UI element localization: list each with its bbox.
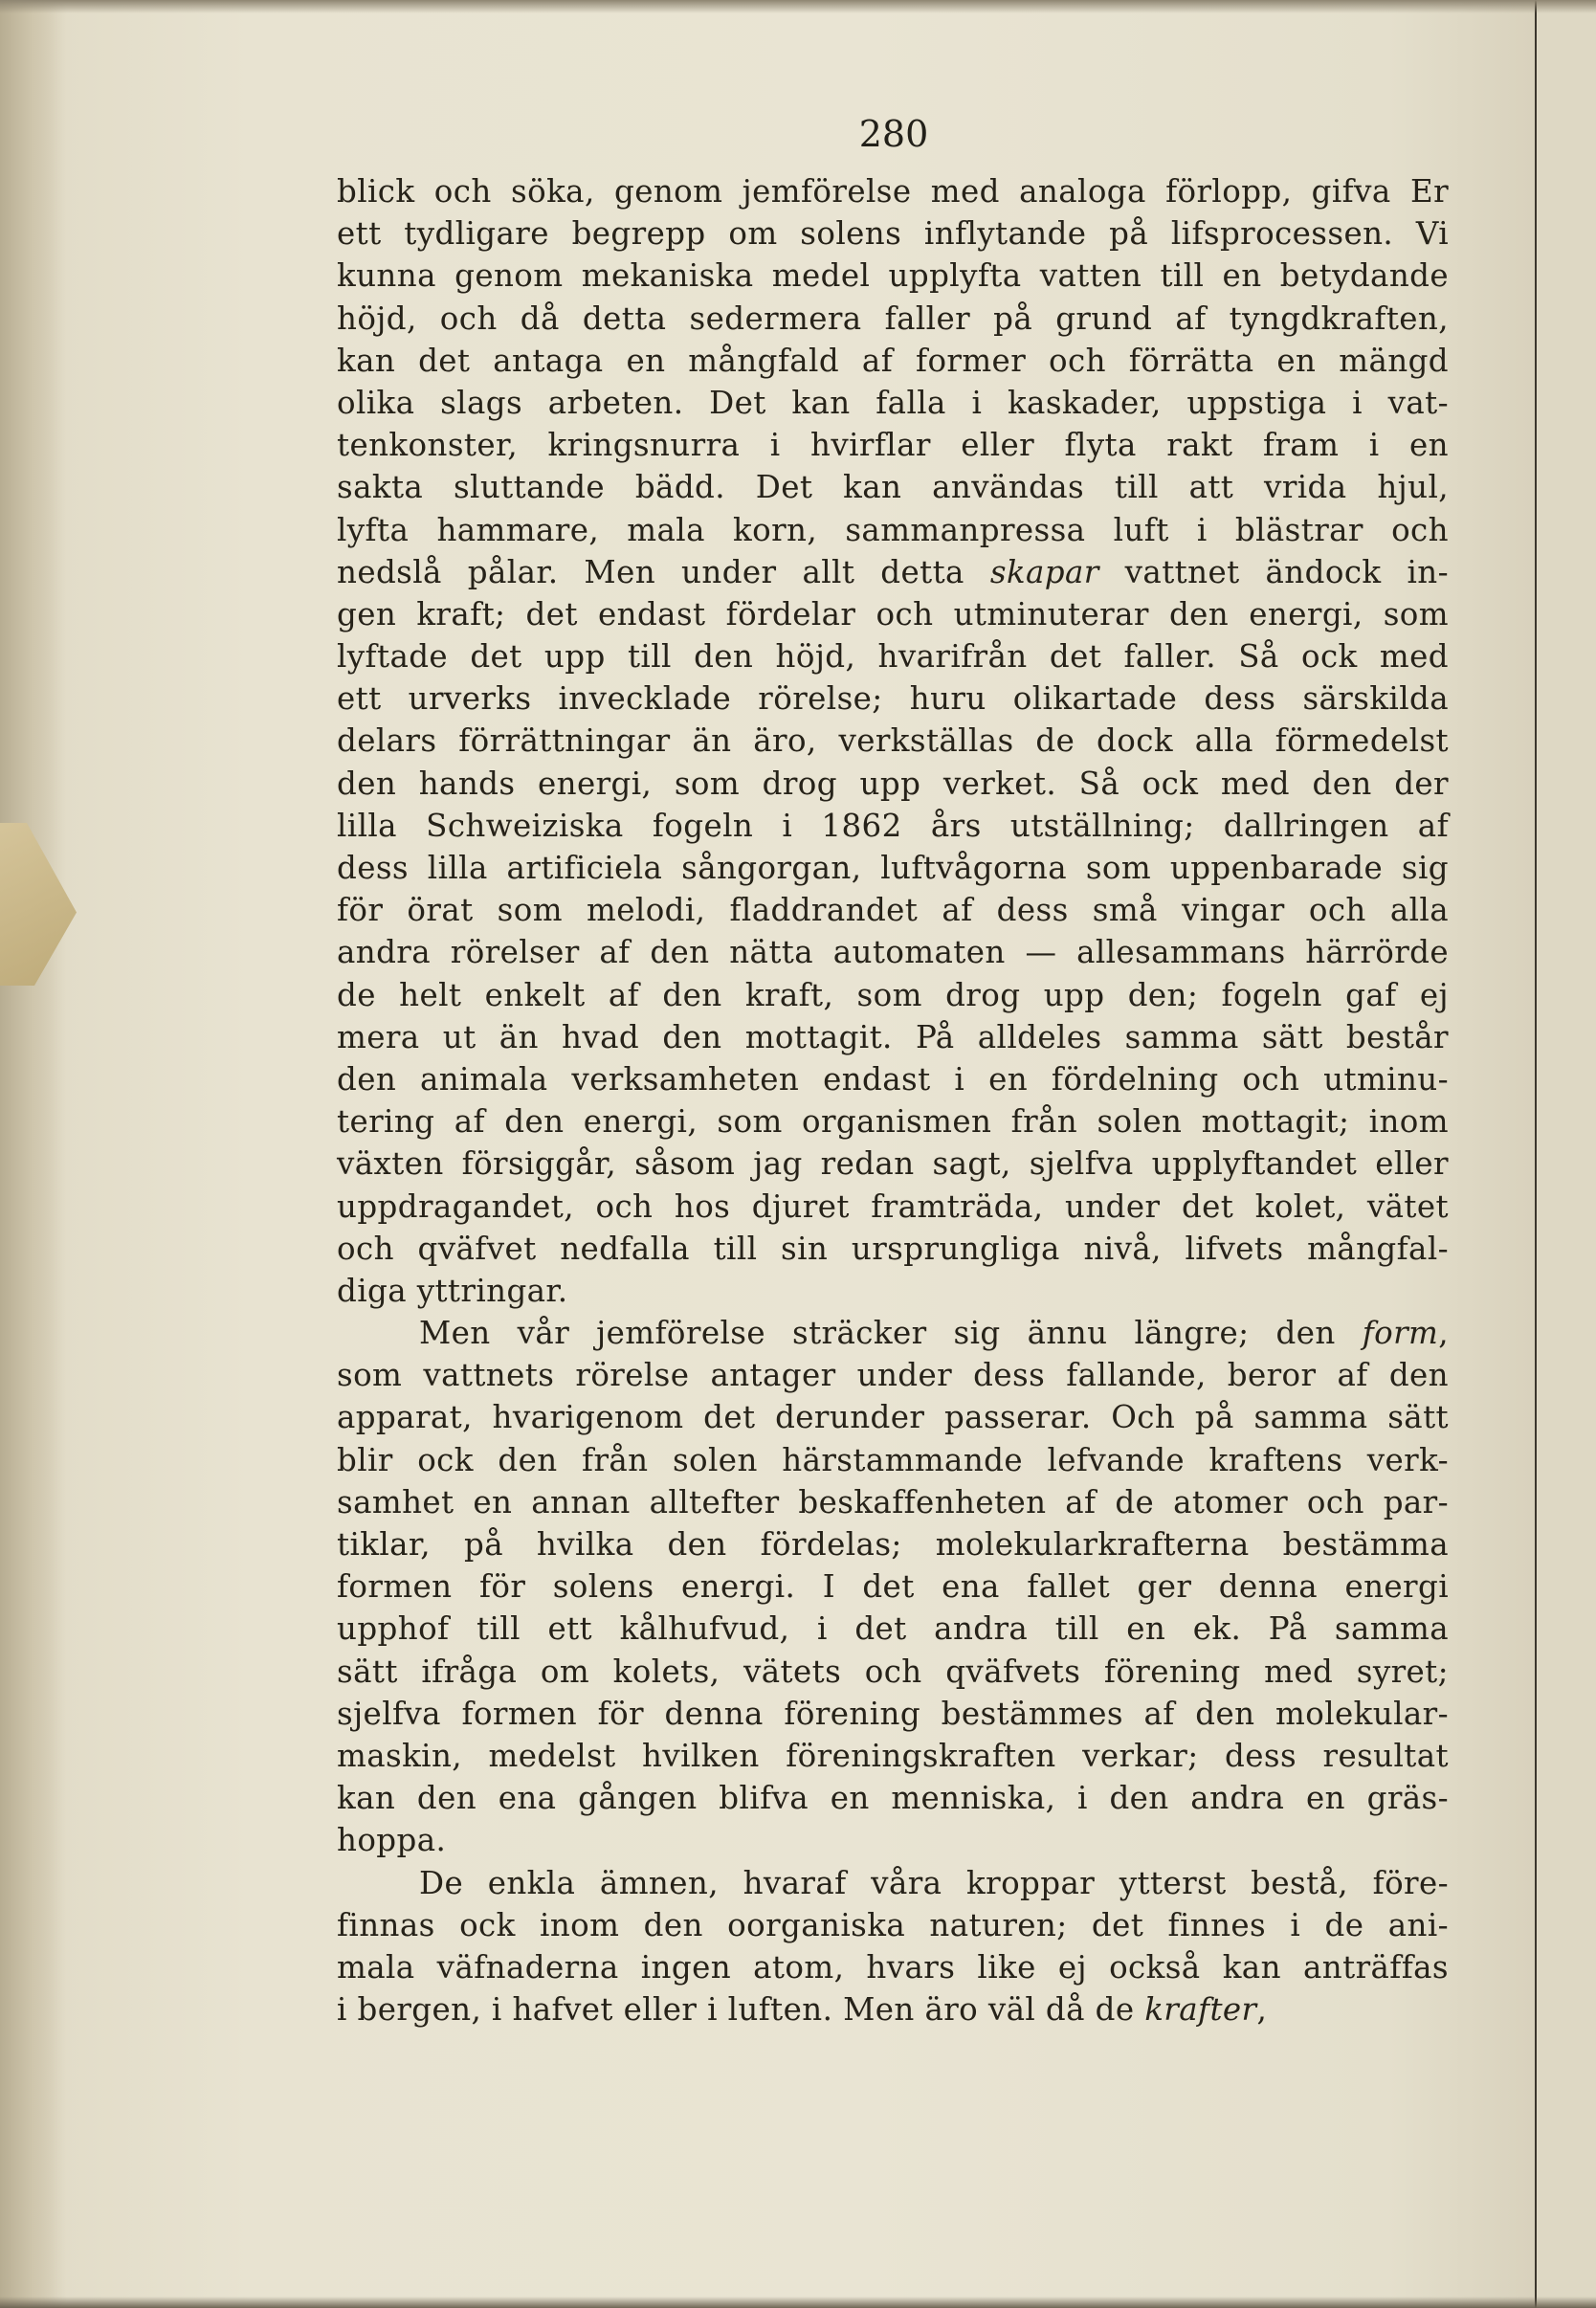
text-line: maskin, medelst hvilken föreningskraften verkar; dess resultat [337, 1737, 1449, 1774]
text-line: den hands energi, som drog upp verket. Så ock med den der [337, 765, 1449, 802]
text-line: andra rörelser af den nätta automaten — allesammans härrörde [337, 934, 1449, 971]
text-line: lyfta hammare, mala korn, sammanpressa luft i blästrar och [337, 511, 1449, 548]
text-line: upphof till ett kålhufvud, i det andra till en ek. På samma [337, 1610, 1449, 1648]
bottom-edge-shadow [0, 2297, 1596, 2308]
page-number: 280 [858, 113, 929, 155]
text-line: lyftade det upp till den höjd, hvarifrån det faller. Så ock med [337, 638, 1449, 676]
text-line: tering af den energi, som organismen från solen mottagit; inom [337, 1103, 1449, 1141]
text-line: diga yttringar. [337, 1272, 568, 1309]
text-line: för örat som melodi, fladdrandet af dess små vingar och alla [337, 892, 1449, 929]
text-line: lilla Schweiziska fogeln i 1862 års utställning; dallringen af [337, 807, 1449, 844]
text-line: sjelfva formen för denna förening bestämmes af den molekular- [337, 1695, 1449, 1732]
text-line: de helt enkelt af den kraft, som drog upp den; fogeln gaf ej [337, 976, 1449, 1013]
text-line: delars förrättningar än äro, verkställas de dock alla förmedelst [337, 722, 1449, 760]
text-line: De enkla ämnen, hvaraf våra kroppar ytterst bestå, före- [419, 1864, 1449, 1901]
text-line: och qväfvet nedfalla till sin ursprungliga nivå, lifvets mångfal- [337, 1230, 1449, 1267]
paragraph [337, 1862, 1449, 2031]
text-line: i bergen, i hafvet eller i luften. Men äro väl då de krafter, [337, 1991, 1268, 2029]
text-line: formen för solens energi. I det ena fallet ger denna energi [337, 1568, 1449, 1606]
next-page-edge [1535, 0, 1596, 2308]
text-line: dess lilla artificiela sångorgan, luftvågorna som uppenbarade sig [337, 850, 1449, 886]
text-line: mera ut än hvad den mottagit. På alldeles samma sätt består [337, 1018, 1449, 1055]
text-line: tenkonster, kringsnurra i hvirflar eller flyta rakt fram i en [337, 427, 1449, 464]
paragraph [337, 1312, 1449, 1861]
text-line: Men vår jemförelse sträcker sig ännu längre; den form, [419, 1315, 1449, 1352]
text-line: blir ock den från solen härstammande lefvande kraftens verk- [337, 1441, 1449, 1478]
text-line: gen kraft; det endast fördelar och utminuterar den energi, som [337, 595, 1449, 632]
italic-word: krafter [1144, 1991, 1257, 2029]
text-line: växten försiggår, såsom jag redan sagt, sjelfva upplyftandet eller [337, 1145, 1449, 1183]
text-line: ett urverks invecklade rörelse; huru olikartade dess särskilda [337, 680, 1449, 718]
text-line: sätt ifråga om kolets, vätets och qväfvets förening med syret; [337, 1653, 1449, 1690]
book-binding-shadow [0, 0, 67, 2308]
text-line: blick och söka, genom jemförelse med analoga förlopp, gifva Er [337, 173, 1449, 210]
text-line: olika slags arbeten. Det kan falla i kaskader, uppstiga i vat- [337, 384, 1449, 421]
italic-word: form [1362, 1315, 1439, 1352]
italic-word: skapar [989, 553, 1099, 590]
body-text [337, 170, 1449, 2031]
text-line: kunna genom mekaniska medel upplyfta vatten till en betydande [337, 257, 1449, 295]
text-line: finnas ock inom den oorganiska naturen; det finnes i de ani- [337, 1906, 1449, 1943]
text-line: uppdragandet, och hos djuret framträda, under det kolet, vätet [337, 1187, 1449, 1225]
text-line: sakta sluttande bädd. Det kan användas till att vrida hjul, [337, 469, 1449, 506]
paragraph [337, 170, 1449, 1312]
text-line: nedslå pålar. Men under allt detta skapar vattnet ändock in- [337, 553, 1449, 590]
text-line: tiklar, på hvilka den fördelas; molekularkrafterna bestämma [337, 1526, 1449, 1563]
text-line: hoppa. [337, 1822, 447, 1859]
text-line: mala väfnaderna ingen atom, hvars like ej också kan anträffas [337, 1948, 1449, 1986]
text-line: kan den ena gången blifva en menniska, i den andra en gräs- [337, 1780, 1449, 1817]
text-line: samhet en annan alltefter beskaffenheten af de atomer och par- [337, 1483, 1449, 1520]
text-line: apparat, hvarigenom det derunder passerar. Och på samma sätt [337, 1399, 1449, 1436]
text-line: som vattnets rörelse antager under dess fallande, beror af den [337, 1357, 1449, 1394]
top-edge-shadow [0, 0, 1596, 13]
text-line: kan det antaga en mångfald af former och förrätta en mängd [337, 342, 1449, 379]
text-line: ett tydligare begrepp om solens inflytande på lifsprocessen. Vi [337, 215, 1449, 253]
text-line: den animala verksamheten endast i en fördelning och utminu- [337, 1060, 1449, 1098]
text-line: höjd, och då detta sedermera faller på grund af tyngdkraften, [337, 300, 1449, 337]
